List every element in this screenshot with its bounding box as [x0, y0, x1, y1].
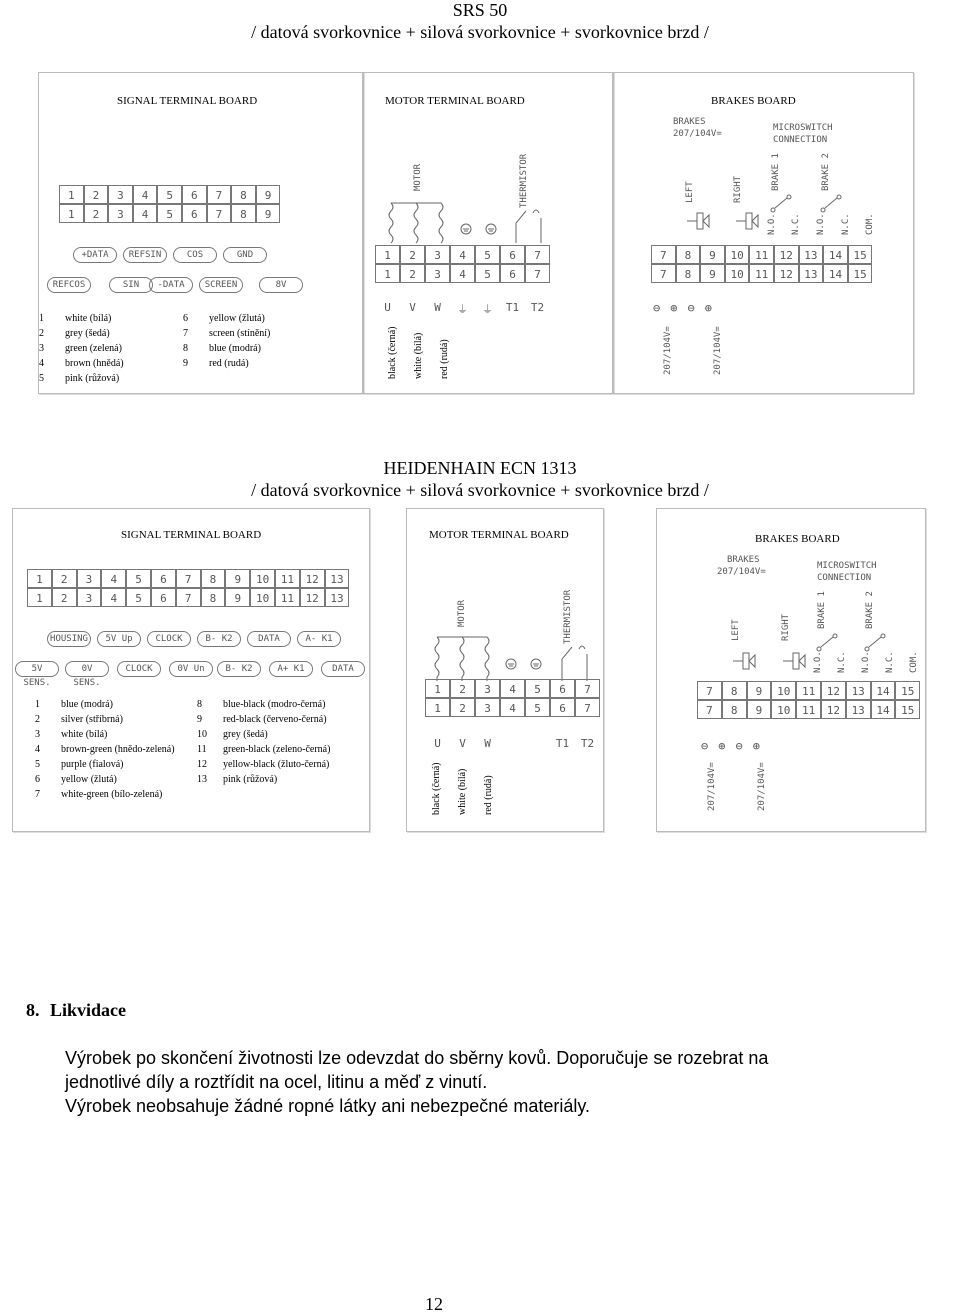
- terminal-cell: 8: [201, 569, 226, 588]
- terminal-cell: 7: [207, 185, 232, 204]
- terminal-cell: 1: [59, 204, 84, 223]
- doc2-nc2: N.C.: [885, 651, 895, 673]
- doc1-motor-panel: [362, 72, 614, 394]
- motor-terminal-label: W: [434, 301, 441, 314]
- doc2-brake-symbols: [657, 509, 925, 831]
- terminal-cell: 7: [176, 569, 201, 588]
- terminal-cell: 5: [525, 679, 550, 698]
- doc2-signal-header: SIGNAL TERMINAL BOARD: [121, 529, 262, 541]
- doc2-signal-panel: [12, 508, 370, 832]
- doc2-brakes-voltage: 207/104V=: [717, 567, 766, 577]
- motor-terminal-label: V: [459, 737, 466, 750]
- doc2-wire-red: red (rudá): [483, 775, 494, 815]
- terminal-cell: 11: [749, 245, 774, 264]
- terminal-cell: 5: [525, 698, 550, 717]
- terminal-pill-label: CLOCK: [117, 661, 161, 677]
- doc1-motor-symbols: [363, 73, 613, 393]
- terminal-cell: 4: [101, 588, 126, 607]
- doc1-left-label: LEFT: [685, 181, 695, 203]
- terminal-cell: 12: [821, 700, 846, 719]
- terminal-cell: 9: [700, 264, 725, 283]
- terminal-cell: 9: [256, 185, 281, 204]
- section-paragraph-line1: Výrobek po skončení životnosti lze odevzdat do sběrny kovů. Doporučuje se rozebrat na: [65, 1048, 769, 1068]
- doc2-com: COM.: [909, 651, 919, 673]
- terminal-cell: 1: [425, 698, 450, 717]
- doc1-wire-red: red (rudá): [439, 339, 450, 379]
- terminal-cell: 1: [27, 588, 52, 607]
- terminal-cell: 6: [550, 679, 575, 698]
- motor-terminal-label: ⏚: [457, 303, 468, 316]
- terminal-cell: 8: [201, 588, 226, 607]
- doc1-brake1-label: BRAKE 1: [771, 153, 781, 191]
- terminal-cell: 9: [700, 245, 725, 264]
- terminal-cell: 15: [895, 700, 920, 719]
- terminal-cell: 7: [525, 245, 550, 264]
- doc1-brake-symbols: [613, 73, 913, 393]
- doc2-polarity-symbols: ⊖⊕⊖⊕: [701, 739, 770, 753]
- doc2-subtitle: / datová svorkovnice + silová svorkovnice + svorkovnice brzd /: [251, 480, 709, 500]
- terminal-cell: 7: [651, 264, 676, 283]
- doc1-microswitch: MICROSWITCH: [773, 123, 833, 133]
- terminal-cell: 13: [799, 264, 824, 283]
- terminal-cell: 4: [500, 698, 525, 717]
- motor-terminal-label: T1: [555, 737, 570, 750]
- terminal-cell: 4: [450, 245, 475, 264]
- terminal-cell: 11: [796, 681, 821, 700]
- doc2-wire-black: black (černá): [431, 762, 442, 815]
- doc1-signal-panel: [38, 72, 364, 394]
- terminal-cell: 6: [500, 264, 525, 283]
- terminal-pill-label: REFSIN: [123, 247, 167, 263]
- terminal-cell: 4: [133, 185, 158, 204]
- doc2-brakes-title: BRAKES: [727, 555, 760, 565]
- terminal-cell: 11: [749, 264, 774, 283]
- terminal-cell: 14: [823, 245, 848, 264]
- terminal-cell: 13: [846, 700, 871, 719]
- motor-terminal-label: T2: [580, 737, 595, 750]
- doc1-motor-label: MOTOR: [413, 163, 423, 191]
- doc2-voltage-vertical-1: 207/104V=: [707, 762, 717, 811]
- terminal-cell: 6: [151, 588, 176, 607]
- motor-terminal-label: W: [484, 737, 491, 750]
- terminal-cell: 7: [697, 681, 722, 700]
- doc1-title: SRS 50: [452, 0, 508, 20]
- terminal-cell: 4: [101, 569, 126, 588]
- terminal-pill-label: B- K2: [197, 631, 241, 647]
- terminal-cell: 1: [27, 569, 52, 588]
- terminal-cell: 3: [77, 569, 102, 588]
- terminal-cell: 10: [725, 264, 750, 283]
- terminal-cell: 13: [325, 588, 350, 607]
- terminal-cell: 5: [157, 204, 182, 223]
- doc1-brakes-panel: [612, 72, 914, 394]
- doc1-no2: N.O.: [816, 213, 826, 235]
- terminal-cell: 4: [450, 264, 475, 283]
- terminal-cell: 7: [651, 245, 676, 264]
- terminal-cell: 6: [182, 204, 207, 223]
- terminal-cell: 5: [475, 264, 500, 283]
- terminal-cell: 4: [133, 204, 158, 223]
- terminal-pill-label: A+ K1: [269, 661, 313, 677]
- terminal-cell: 13: [799, 245, 824, 264]
- terminal-cell: 8: [722, 681, 747, 700]
- terminal-cell: 7: [697, 700, 722, 719]
- doc2-legend-left: 1 blue (modrá) 2 silver (stříbrná) 3 white (bílá) 4 brown-green (hnědo-zelená) 5 purple (fialová) 6 yellow (žlutá) 7 white-green (bílo-zelená): [35, 699, 175, 800]
- doc1-polarity-symbols: ⊖⊕⊖⊕: [653, 301, 722, 315]
- terminal-pill-label: COS: [173, 247, 217, 263]
- terminal-cell: 8: [231, 204, 256, 223]
- terminal-cell: 5: [126, 588, 151, 607]
- terminal-cell: 2: [450, 679, 475, 698]
- doc1-nc2: N.C.: [841, 213, 851, 235]
- terminal-cell: 13: [325, 569, 350, 588]
- terminal-pill-label: 5V SENS.: [15, 661, 59, 677]
- doc1-brakes-voltage: 207/104V=: [673, 129, 722, 139]
- doc1-wire-white: white (bílá): [413, 332, 424, 379]
- terminal-cell: 11: [275, 588, 300, 607]
- doc2-wire-white: white (bílá): [457, 768, 468, 815]
- terminal-cell: 3: [475, 698, 500, 717]
- doc1-com: COM.: [865, 213, 875, 235]
- doc1-connection: CONNECTION: [773, 135, 828, 145]
- doc1-motor-header: MOTOR TERMINAL BOARD: [385, 95, 525, 107]
- terminal-pill-label: HOUSING: [47, 631, 91, 647]
- doc2-right-label: RIGHT: [781, 613, 791, 641]
- section-paragraph-line2: jednotlivé díly a roztřídit na ocel, litinu a měď z vinutí.: [65, 1072, 488, 1092]
- terminal-cell: 3: [108, 185, 133, 204]
- terminal-cell: 3: [475, 679, 500, 698]
- terminal-pill-label: REFCOS: [47, 277, 91, 293]
- terminal-cell: 3: [425, 264, 450, 283]
- terminal-cell: 6: [182, 185, 207, 204]
- motor-terminal-label: V: [409, 301, 416, 314]
- page-number: 12: [425, 1294, 443, 1314]
- terminal-cell: 7: [575, 679, 600, 698]
- terminal-cell: 12: [774, 245, 799, 264]
- doc2-legend-right: 8 blue-black (modro-černá) 9 red-black (červeno-černá) 10 grey (šedá) 11 green-black (zeleno-černá) 12 yellow-black (žluto-černá) 13 pink (růžová): [197, 699, 331, 785]
- terminal-pill-label: -DATA: [149, 277, 193, 293]
- terminal-cell: 1: [425, 679, 450, 698]
- terminal-pill-label: DATA: [321, 661, 365, 677]
- terminal-cell: 2: [84, 185, 109, 204]
- motor-terminal-label: ⏚: [482, 303, 493, 316]
- motor-terminal-label: U: [434, 737, 441, 750]
- doc2-motor-header: MOTOR TERMINAL BOARD: [429, 529, 569, 541]
- terminal-cell: 6: [500, 245, 525, 264]
- doc1-legend-right: 6 yellow (žlutá) 7 screen (stínění) 8 blue (modrá) 9 red (rudá): [183, 313, 271, 369]
- doc2-microswitch: MICROSWITCH: [817, 561, 877, 571]
- motor-terminal-label: T2: [530, 301, 545, 314]
- terminal-pill-label: 5V Up: [97, 631, 141, 647]
- doc2-nc1: N.C.: [837, 651, 847, 673]
- terminal-cell: 8: [722, 700, 747, 719]
- terminal-cell: 2: [52, 569, 77, 588]
- terminal-cell: 10: [771, 681, 796, 700]
- terminal-cell: 11: [275, 569, 300, 588]
- doc1-legend-left: 1 white (bílá) 2 grey (šedá) 3 green (zelená) 4 brown (hnědá) 5 pink (růžová): [39, 313, 124, 384]
- doc1-voltage-vertical-2: 207/104V=: [713, 326, 723, 375]
- terminal-cell: 10: [250, 569, 275, 588]
- doc2-left-label: LEFT: [731, 619, 741, 641]
- doc1-brakes-title: BRAKES: [673, 117, 706, 127]
- terminal-cell: 9: [747, 700, 772, 719]
- terminal-pill-label: 0V Un: [169, 661, 213, 677]
- terminal-cell: 12: [300, 569, 325, 588]
- doc2-brake1-label: BRAKE 1: [817, 591, 827, 629]
- doc1-signal-header: SIGNAL TERMINAL BOARD: [117, 95, 258, 107]
- doc2-no2: N.O.: [861, 651, 871, 673]
- terminal-cell: 14: [871, 681, 896, 700]
- terminal-cell: 2: [400, 245, 425, 264]
- terminal-cell: 15: [848, 264, 873, 283]
- terminal-cell: 2: [450, 698, 475, 717]
- terminal-cell: 9: [225, 569, 250, 588]
- terminal-cell: 9: [225, 588, 250, 607]
- terminal-cell: 2: [84, 204, 109, 223]
- terminal-pill-label: GND: [223, 247, 267, 263]
- doc2-voltage-vertical-2: 207/104V=: [757, 762, 767, 811]
- terminal-cell: 10: [725, 245, 750, 264]
- doc2-thermistor-label: THERMISTOR: [563, 589, 573, 644]
- terminal-cell: 3: [108, 204, 133, 223]
- terminal-cell: 9: [747, 681, 772, 700]
- section-title: Likvidace: [50, 1000, 127, 1020]
- terminal-cell: 10: [250, 588, 275, 607]
- terminal-pill-label: B- K2: [217, 661, 261, 677]
- doc1-brake2-label: BRAKE 2: [821, 153, 831, 191]
- terminal-cell: 7: [176, 588, 201, 607]
- terminal-cell: 3: [77, 588, 102, 607]
- terminal-cell: 7: [207, 204, 232, 223]
- doc2-brake2-label: BRAKE 2: [865, 591, 875, 629]
- motor-terminal-label: T1: [505, 301, 520, 314]
- terminal-cell: 15: [895, 681, 920, 700]
- terminal-pill-label: A- K1: [297, 631, 341, 647]
- terminal-pill-label: +DATA: [73, 247, 117, 263]
- section-paragraph-line3: Výrobek neobsahuje žádné ropné látky ani nebezpečné materiály.: [65, 1096, 591, 1116]
- terminal-cell: 5: [126, 569, 151, 588]
- doc1-voltage-vertical-1: 207/104V=: [663, 326, 673, 375]
- terminal-cell: 8: [676, 264, 701, 283]
- terminal-cell: 14: [871, 700, 896, 719]
- terminal-cell: 12: [821, 681, 846, 700]
- doc2-brakes-panel: [656, 508, 926, 832]
- terminal-cell: 1: [59, 185, 84, 204]
- doc2-brakes-header: BRAKES BOARD: [755, 533, 840, 545]
- doc2-title: HEIDENHAIN ECN 1313: [383, 458, 577, 478]
- terminal-cell: 6: [550, 698, 575, 717]
- doc1-right-label: RIGHT: [733, 175, 743, 203]
- terminal-cell: 1: [375, 245, 400, 264]
- terminal-cell: 15: [848, 245, 873, 264]
- terminal-cell: 3: [425, 245, 450, 264]
- terminal-cell: 13: [846, 681, 871, 700]
- doc1-nc1: N.C.: [791, 213, 801, 235]
- terminal-cell: 2: [52, 588, 77, 607]
- terminal-cell: 5: [157, 185, 182, 204]
- terminal-cell: 12: [774, 264, 799, 283]
- doc2-motor-label: MOTOR: [457, 599, 467, 627]
- terminal-cell: 11: [796, 700, 821, 719]
- terminal-cell: 10: [771, 700, 796, 719]
- terminal-cell: 6: [151, 569, 176, 588]
- terminal-cell: 9: [256, 204, 281, 223]
- terminal-cell: 1: [375, 264, 400, 283]
- terminal-pill-label: CLOCK: [147, 631, 191, 647]
- terminal-cell: 14: [823, 264, 848, 283]
- terminal-cell: 8: [231, 185, 256, 204]
- terminal-pill-label: DATA: [247, 631, 291, 647]
- doc2-motor-panel: [406, 508, 604, 832]
- doc1-brakes-header: BRAKES BOARD: [711, 95, 796, 107]
- terminal-cell: 5: [475, 245, 500, 264]
- doc2-no1: N.O.: [813, 651, 823, 673]
- terminal-pill-label: SIN: [109, 277, 153, 293]
- doc1-thermistor-label: THERMISTOR: [519, 153, 529, 208]
- doc2-connection: CONNECTION: [817, 573, 872, 583]
- terminal-pill-label: 0V SENS.: [65, 661, 109, 677]
- terminal-pill-label: SCREEN: [199, 277, 243, 293]
- terminal-cell: 7: [525, 264, 550, 283]
- terminal-cell: 2: [400, 264, 425, 283]
- doc1-subtitle: / datová svorkovnice + silová svorkovnice + svorkovnice brzd /: [251, 22, 709, 42]
- terminal-pill-label: 8V: [259, 277, 303, 293]
- doc1-no1: N.O.: [767, 213, 777, 235]
- terminal-cell: 4: [500, 679, 525, 698]
- section-number: 8.: [26, 1000, 40, 1020]
- terminal-cell: 8: [676, 245, 701, 264]
- motor-terminal-label: U: [384, 301, 391, 314]
- terminal-cell: 12: [300, 588, 325, 607]
- terminal-cell: 7: [575, 698, 600, 717]
- doc1-wire-black: black (černá): [387, 326, 398, 379]
